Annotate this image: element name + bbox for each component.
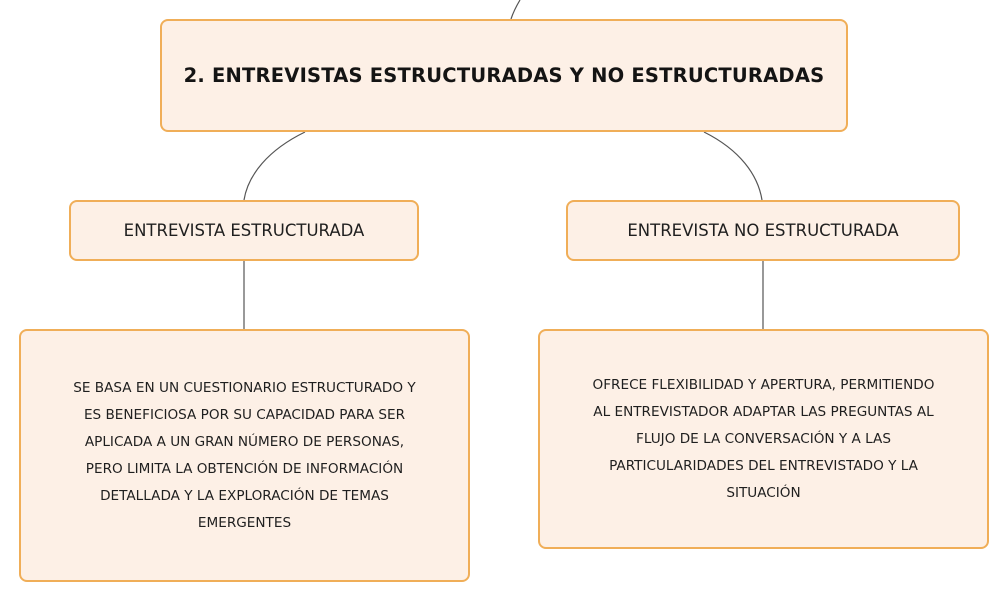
root-node-label: 2. ENTREVISTAS ESTRUCTURADAS Y NO ESTRUCTURADAS <box>183 64 825 87</box>
topic-node-structured-label: ENTREVISTA ESTRUCTURADA <box>123 221 365 240</box>
connector-parent-to-root <box>511 0 520 19</box>
connector-root-to-left-topic <box>244 132 305 200</box>
detail-node-unstructured-text: OFRECE FLEXIBILIDAD Y APERTURA, PERMITIENDO AL ENTREVISTADOR ADAPTAR LAS PREGUNTAS AL FLUJO DE LA CONVERSACIÓN Y A LAS PARTICULARIDADES DEL ENTREVISTADO Y LA SITUACIÓN <box>592 376 935 501</box>
detail-node-structured-text: SE BASA EN UN CUESTIONARIO ESTRUCTURADO Y ES BENEFICIOSA POR SU CAPACIDAD PARA SER APLICADA A UN GRAN NÚMERO DE PERSONAS, PERO LIMITA LA OBTENCIÓN DE INFORMACIÓN DETALLADA Y LA EXPLORACIÓN DE TEMAS EMERGENTES <box>73 379 416 531</box>
topic-node-unstructured[interactable] <box>566 200 960 261</box>
topic-node-unstructured-label: ENTREVISTA NO ESTRUCTURADA <box>627 221 899 240</box>
root-node[interactable] <box>160 19 848 132</box>
connector-root-to-right-topic <box>704 132 762 200</box>
detail-node-unstructured[interactable] <box>538 329 989 549</box>
detail-node-structured[interactable] <box>19 329 470 582</box>
topic-node-structured[interactable] <box>69 200 419 261</box>
